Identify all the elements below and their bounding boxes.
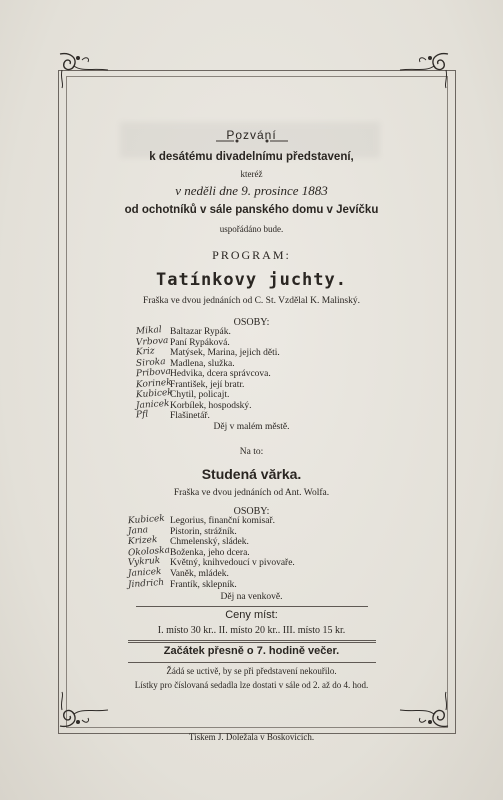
play2-cast-role: Frantík, sklepník. <box>170 579 237 590</box>
play1-handwritten-actor: Mikal <box>135 325 163 337</box>
note-no-smoking: Žádá se uctivě, by se při představení nekouřilo. <box>166 666 337 676</box>
play1-handwritten-actor: Korinek <box>135 377 172 390</box>
play2-handwritten-actor: Jindrich <box>127 577 165 590</box>
play2-handwritten-actor: Vykruk <box>127 556 161 569</box>
prices-label: Ceny míst: <box>225 609 278 621</box>
venue-line: od ochotníků v sále panského domu v Jevíčku <box>124 204 379 216</box>
play1-cast-role: Hedvika, dcera správcova. <box>170 369 271 379</box>
start-time: Začátek přesně o 7. hodině večer. <box>163 645 340 657</box>
play1-handwritten-actor: Kubicek <box>135 387 174 401</box>
play2-handwritten-actor: Jana <box>127 524 149 537</box>
invitation-line-5: uspořádáno bude. <box>219 224 284 234</box>
play1-handwritten-actor: Pfl <box>135 409 149 421</box>
play1-setting: Děj v malém městě. <box>213 422 290 432</box>
corner-ornament-bottom-left <box>56 690 112 730</box>
corner-ornament-bottom-right <box>396 690 452 730</box>
play1-subtitle: Fraška ve dvou jednáních od C. St. Vzdělal K. Malinský. <box>143 296 360 306</box>
play2-title: Studená vărka. <box>201 466 302 482</box>
play1-cast-role: Paní Rypáková. <box>170 337 230 348</box>
play2-cast-role: Pistorin, strážník. <box>170 526 237 537</box>
performance-date: v neděli dne 9. prosince 1883 <box>175 183 328 198</box>
rule-below-start <box>128 662 376 663</box>
play2-subtitle: Fraška ve dvou jednáních od Ant. Wolfa. <box>173 488 330 498</box>
play2-persons-label: OSOBY: <box>233 506 270 517</box>
play1-cast-role: Baltazar Rypák. <box>170 327 231 337</box>
play1-cast-role: František, její bratr. <box>170 379 245 390</box>
play2-cast-role: Chmelenský, sládek. <box>170 537 249 548</box>
play2-cast-role: Vaněk, mládek. <box>170 569 229 579</box>
corner-ornament-top-left <box>56 50 112 90</box>
play1-cast-role: Chytil, policajt. <box>170 390 230 400</box>
play1-cast-role: Matýsek, Marina, jejich děti. <box>170 348 280 358</box>
invitation-line-2: kteréž <box>240 169 263 179</box>
play1-cast-role: Madlena, služka. <box>170 358 235 369</box>
invitation-line-1: k desátému divadelnímu představení, <box>149 151 354 163</box>
play1-handwritten-actor: Siroka <box>135 356 166 369</box>
play2-handwritten-actor: Kubicek <box>127 513 166 527</box>
play2-handwritten-actor: Janicek <box>127 566 162 580</box>
play1-handwritten-actor: Pribova <box>135 366 172 380</box>
play1-cast-role: Flašinetář. <box>170 411 210 421</box>
rule-above-prices <box>136 606 368 607</box>
play2-handwritten-actor: Okoloska <box>127 545 171 559</box>
play2-handwritten-actor: Krizek <box>127 535 158 548</box>
play1-title: Tatínkovy juchty. <box>156 270 347 290</box>
play1-persons-label: OSOBY: <box>233 317 270 328</box>
connector-text: Na to: <box>239 447 264 457</box>
prices-text: I. místo 30 kr.. II. místo 20 kr.. III. místo 15 kr. <box>157 625 346 636</box>
printer-credit: Tiskem J. Doležala v Boskovicích. <box>188 732 315 742</box>
rule-above-start <box>128 640 376 643</box>
play1-handwritten-actor: Janicek <box>135 398 170 411</box>
corner-ornament-top-right <box>396 50 452 90</box>
invitation-heading: Pozvání <box>226 128 277 142</box>
program-label: PROGRAM: <box>212 248 291 262</box>
play2-cast-role: Boženka, jeho dcera. <box>170 547 250 558</box>
play1-handwritten-actor: Vrbova <box>135 335 169 348</box>
play2-setting: Děj na venkově. <box>220 592 283 602</box>
note-tickets: Lístky pro číslovaná sedadla lze dostati v sále od 2. až do 4. hod. <box>134 680 369 690</box>
play2-cast-role: Legorius, finanční komisař. <box>170 516 276 526</box>
play1-handwritten-actor: Kriz <box>135 346 155 358</box>
play1-cast-role: Korbílek, hospodský. <box>170 400 252 411</box>
play2-cast-role: Květný, knihvedoucí v pivovaře. <box>170 558 295 569</box>
